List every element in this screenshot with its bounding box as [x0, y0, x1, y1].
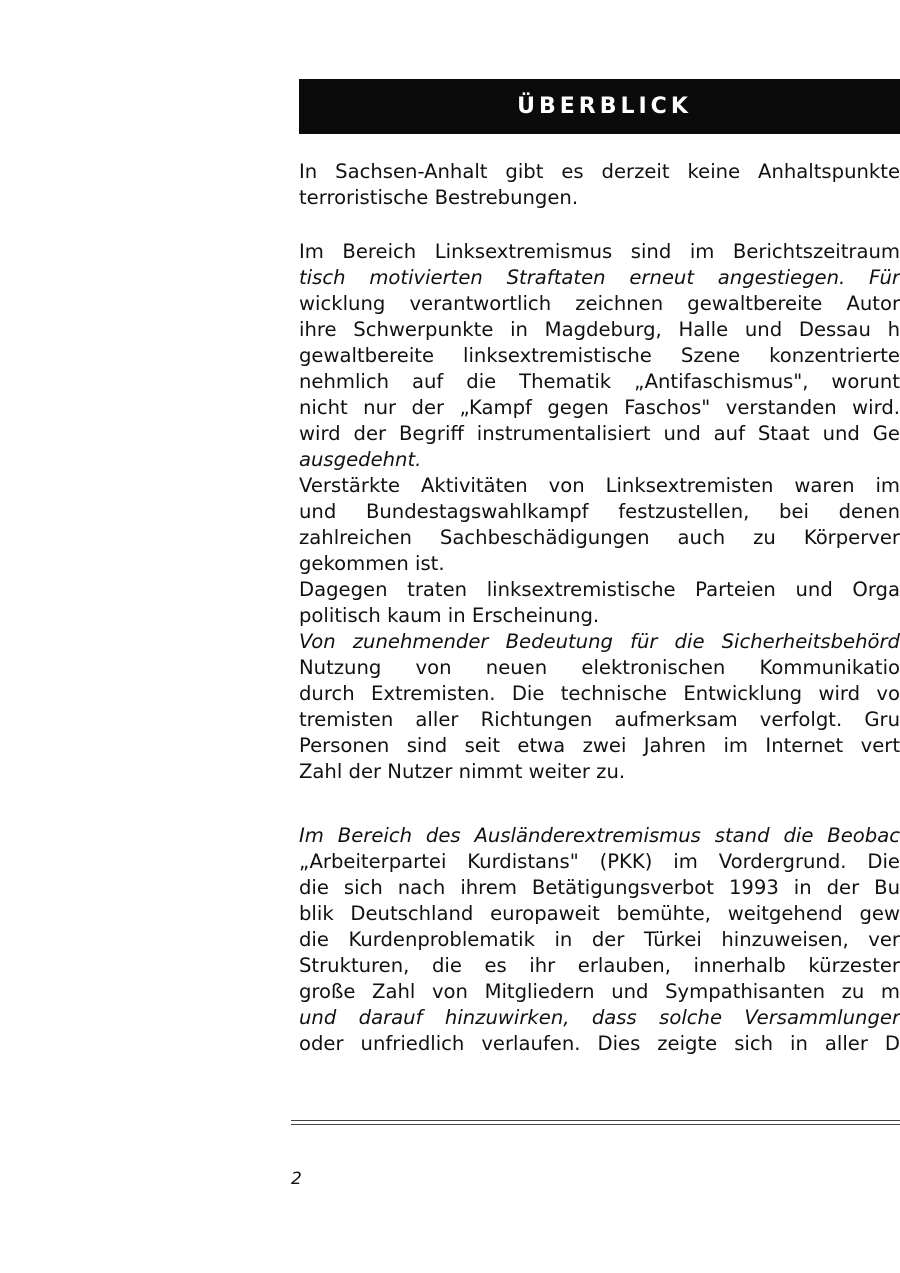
section-title: ÜBERBLICK — [517, 94, 692, 119]
footnote-divider — [291, 1120, 900, 1121]
body-line: ausgedehnt. — [299, 448, 422, 471]
body-line: Dagegen traten linksextremistische Parteien und Orga — [299, 578, 900, 601]
body-line: Personen sind seit etwa zwei Jahren im Internet vert — [299, 734, 900, 757]
body-line: und darauf hinzuwirken, dass solche Versammlunger — [299, 1006, 900, 1029]
body-line: wird der Begriff instrumentalisiert und auf Staat und Ge — [299, 422, 900, 445]
body-line: Im Bereich des Ausländerextremismus stand die Beobac — [299, 824, 900, 847]
body-line: Nutzung von neuen elektronischen Kommunikatio — [299, 656, 900, 679]
body-line: gewaltbereite linksextremistische Szene konzentrierte — [299, 344, 900, 367]
body-line: zahlreichen Sachbeschädigungen auch zu Körperver — [299, 526, 900, 549]
body-line: blik Deutschland europaweit bemühte, weitgehend gew — [299, 902, 900, 925]
body-line: tremisten aller Richtungen aufmerksam verfolgt. Gru — [299, 708, 900, 731]
body-line: terroristische Bestrebungen. — [299, 186, 579, 209]
body-line: wicklung verantwortlich zeichnen gewaltbereite Autor — [299, 292, 900, 315]
body-line: oder unfriedlich verlaufen. Dies zeigte sich in aller D — [299, 1032, 900, 1055]
body-line: gekommen ist. — [299, 552, 445, 575]
body-line: In Sachsen-Anhalt gibt es derzeit keine Anhaltspunkte — [299, 160, 900, 183]
body-line: Im Bereich Linksextremismus sind im Berichtszeitraum — [299, 240, 900, 263]
body-line: Strukturen, die es ihr erlauben, innerhalb kürzester — [299, 954, 900, 977]
body-line: politisch kaum in Erscheinung. — [299, 604, 600, 627]
body-line: nehmlich auf die Thematik „Antifaschismus", worunt — [299, 370, 900, 393]
body-line: durch Extremisten. Die technische Entwicklung wird vo — [299, 682, 900, 705]
body-line: Verstärkte Aktivitäten von Linksextremisten waren im — [299, 474, 900, 497]
body-line: große Zahl von Mitgliedern und Sympathisanten zu m — [299, 980, 900, 1003]
body-line: „Arbeiterpartei Kurdistans" (PKK) im Vordergrund. Die — [299, 850, 900, 873]
body-line: Zahl der Nutzer nimmt weiter zu. — [299, 760, 626, 783]
body-line: ihre Schwerpunkte in Magdeburg, Halle und Dessau h — [299, 318, 900, 341]
body-line: die sich nach ihrem Betätigungsverbot 1993 in der Bu — [299, 876, 900, 899]
body-line: tisch motivierten Straftaten erneut angestiegen. Für — [299, 266, 900, 289]
body-line: nicht nur der „Kampf gegen Faschos" verstanden wird. — [299, 396, 900, 419]
body-line: Von zunehmender Bedeutung für die Sicherheitsbehörd — [299, 630, 900, 653]
section-header-bar — [299, 79, 900, 134]
footnote-divider-second — [291, 1124, 900, 1125]
page-number: 2 — [291, 1169, 302, 1189]
body-line: die Kurdenproblematik in der Türkei hinzuweisen, ver — [299, 928, 900, 951]
body-line: und Bundestagswahlkampf festzustellen, bei denen — [299, 500, 900, 523]
